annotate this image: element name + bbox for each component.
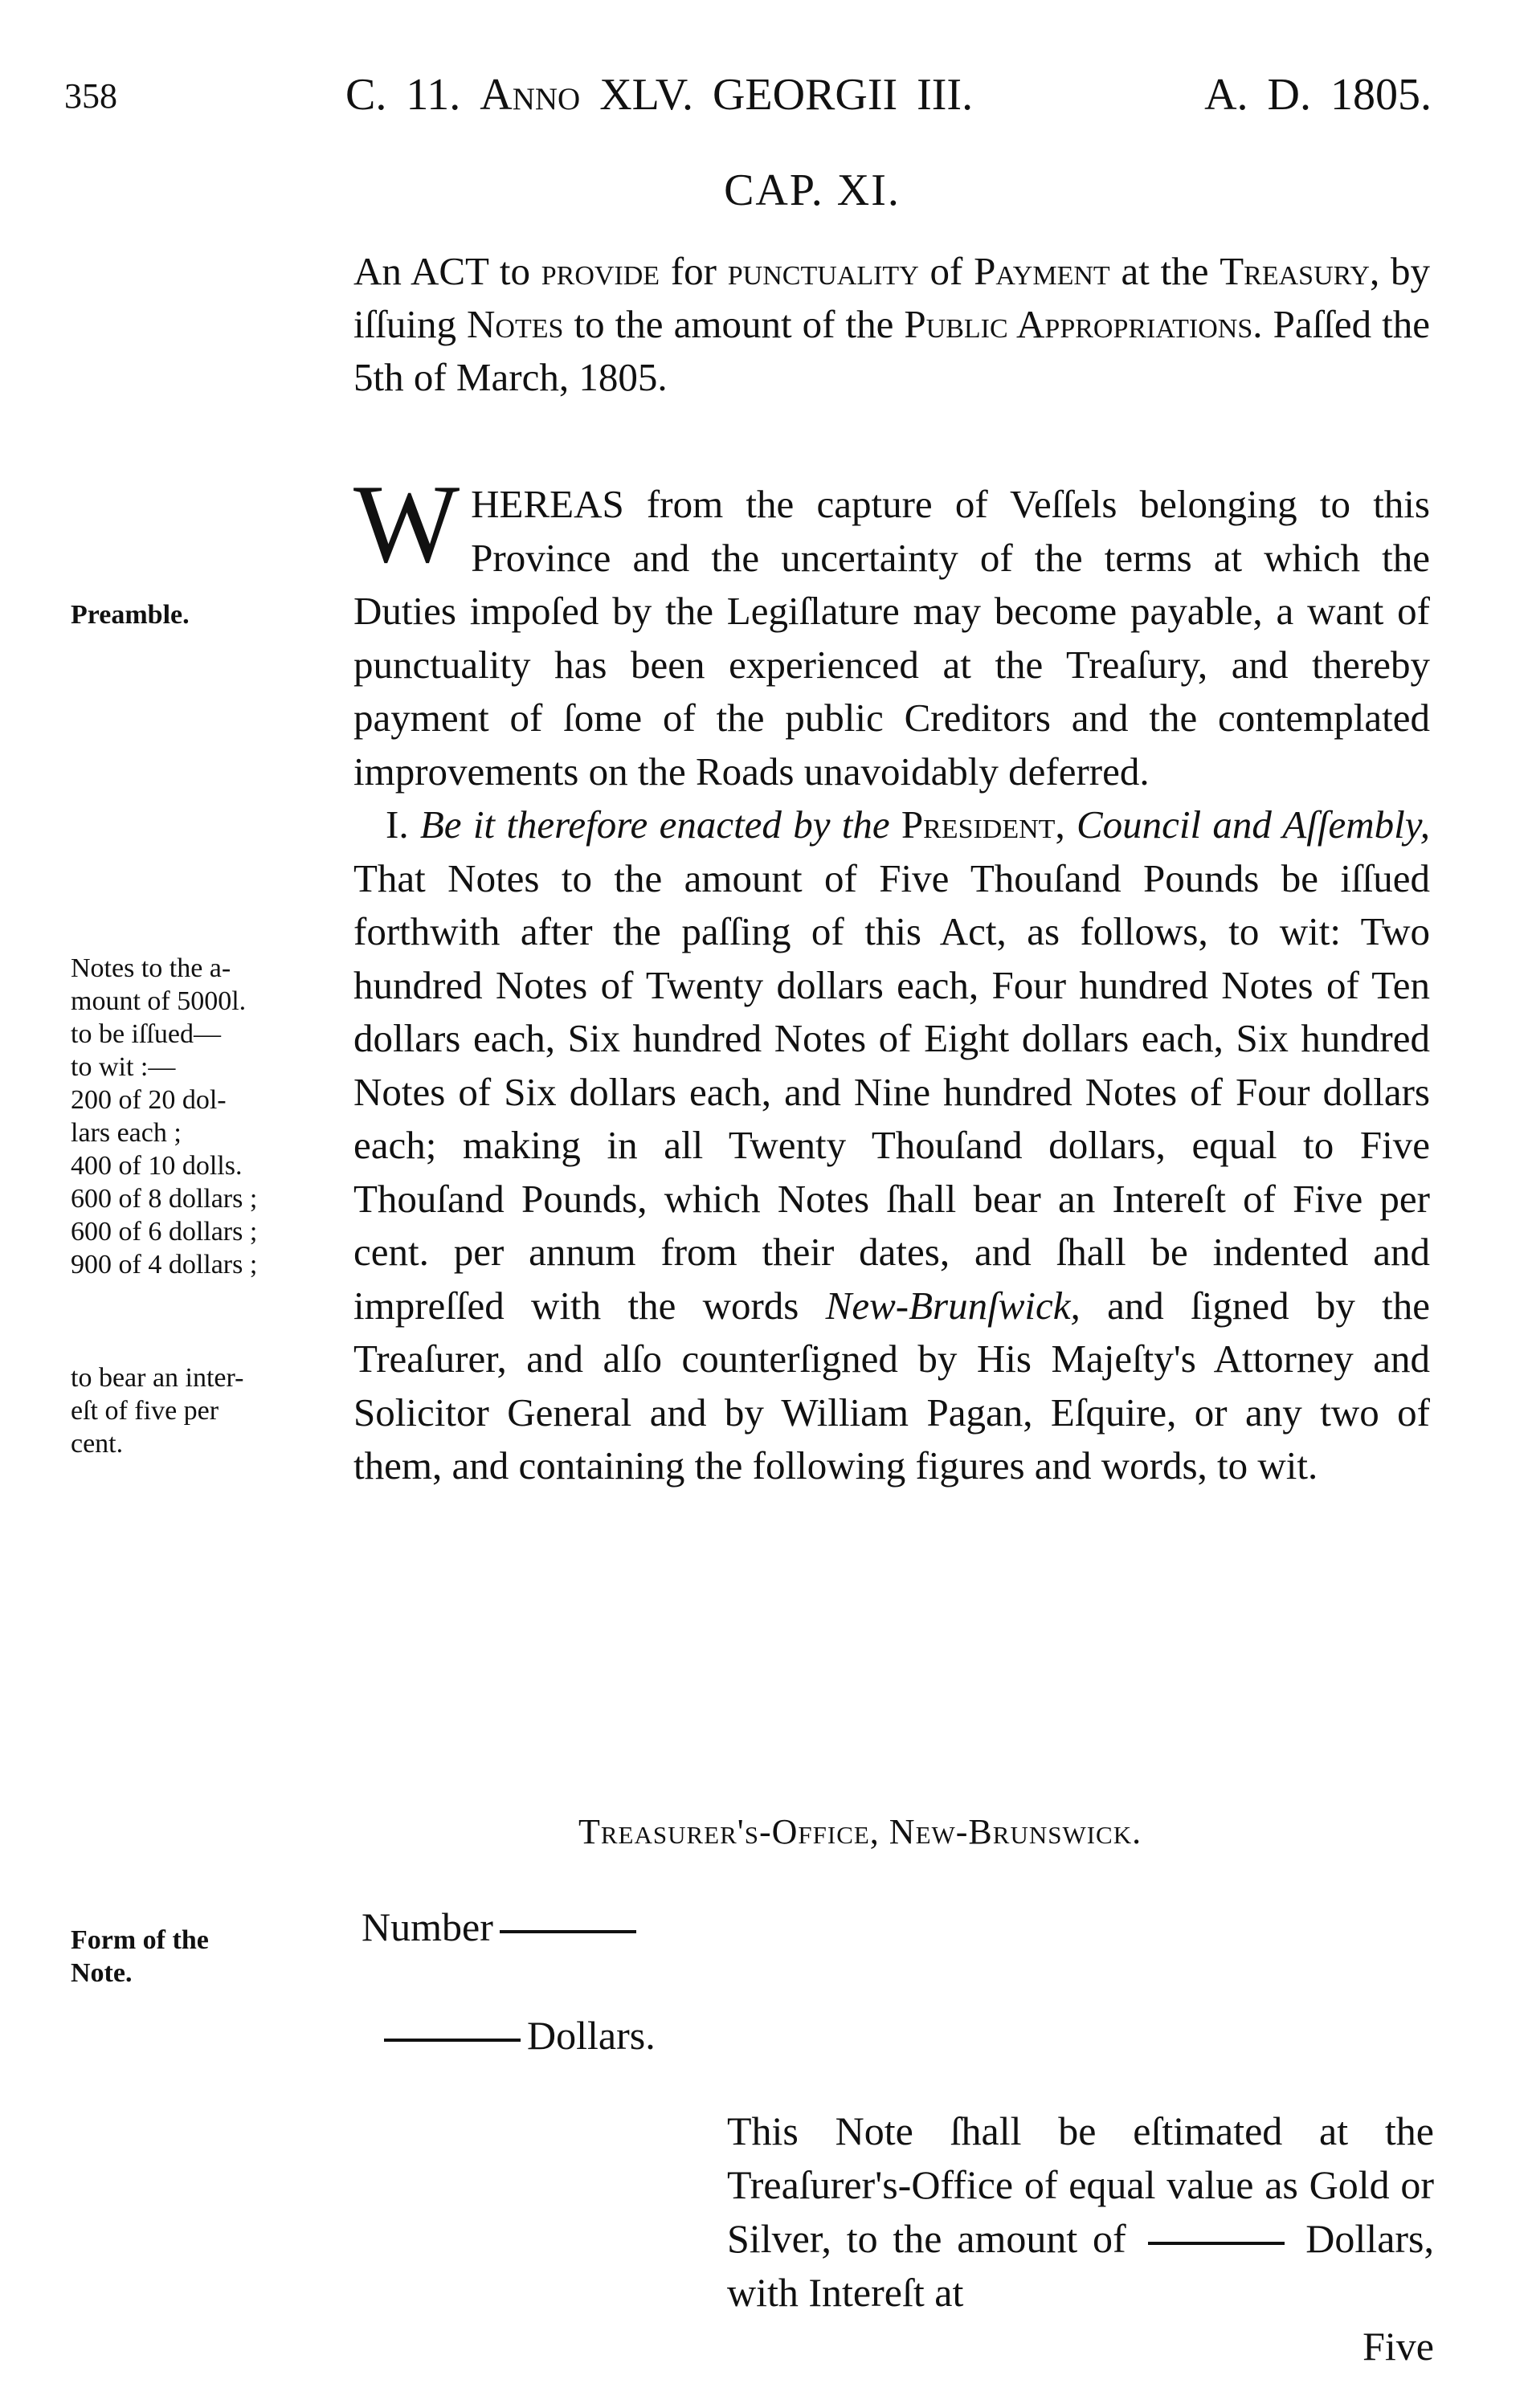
enacting-formula: Be it therefore enacted by the (419, 802, 890, 847)
marginal-note-interest (71, 1361, 328, 1460)
president-smallcaps: President (901, 802, 1056, 847)
marginal-note-form (71, 1924, 328, 1990)
act-title-smallcaps: Payment (974, 249, 1110, 293)
new-brunswick-words: New-Brunſwick, (825, 1283, 1081, 1328)
blank-rule (500, 1930, 636, 1933)
form-number-line (362, 1904, 643, 1950)
marginal-line: 600 of 6 dollars ; (71, 1217, 258, 1247)
act-title-text: An ACT to (353, 249, 541, 293)
marginal-line: 600 of 8 dollars ; (71, 1184, 258, 1214)
marginal-line: Notes to the a- (71, 953, 231, 983)
marginal-line: lars each ; (71, 1118, 182, 1148)
running-head (345, 69, 1464, 120)
note-body (727, 2104, 1434, 2373)
preamble-text: HEREAS from the capture of Veſſels belonging to this Province and the uncertainty of the terms at which the Duties impoſed by the Legiſlature may become payable, a want of punctuality has been experienced at the Treaſury, and thereby payment of ſome of the public Creditors and the contemplated improvements on the Roads unavoidably deferred. (353, 482, 1430, 794)
act-title-text: of (918, 249, 974, 293)
act-title-text: to the amount of the (563, 302, 905, 346)
blank-rule (384, 2039, 521, 2042)
marginal-line: 900 of 4 dollars ; (71, 1250, 258, 1280)
chapter-title: CAP. XI. (724, 165, 901, 215)
marginal-line: eſt of five per (71, 1396, 219, 1426)
marginal-line: to bear an inter- (71, 1363, 244, 1393)
enactment-paragraph: I. Be it therefore enacted by the President, Council and Aſſembly, That Notes to the amount of Five Thouſand Pounds be iſſued forthwith after the paſſing of this Act, as follows, to wit: Two hundred Notes of Twenty dollars each, Four hundred Notes of Ten dollars each, Six hundred Notes of Eight dollars each, Six hundred Notes of Six dollars each, and Nine hundred Notes of Four dollars each; making in all Twenty Thouſand dollars, equal to Five Thouſand Pounds, which Notes ſhall bear an Intereſt of Five per cent. per annum from their dates, and ſhall be indented and impreſſed with the words New-Brunſwick, and ſigned by the Treaſurer, and alſo counterſigned by His Majeſty's Attorney and Solicitor General and by William Pagan, Eſquire, or any two of them, and containing the following figures and words, to wit. (353, 802, 1431, 1488)
marginal-line: Note. (71, 1958, 133, 1988)
note-catchword: Five (1363, 2324, 1434, 2369)
act-title-text: for (660, 249, 728, 293)
blank-rule (1148, 2242, 1285, 2245)
marginal-line: to wit :— (71, 1052, 176, 1082)
act-title-text: at the (1109, 249, 1220, 293)
number-label: Number (362, 1904, 493, 1949)
act-title-text: , by iſſuing (353, 249, 1431, 346)
act-title-smallcaps: Notes (467, 302, 564, 346)
dollars-label: Dollars. (527, 2013, 656, 2058)
act-title-smallcaps: Public Appropriations (904, 302, 1253, 346)
preamble-paragraph (353, 462, 1430, 798)
marginal-line: to be iſſued— (71, 1019, 221, 1049)
enactment-text-2: and ſigned by the Treaſurer, and alſo counterſigned by His Majeſty's Attorney and Solicitor General and by William Pagan, Eſquire, or any two of them, and containing the following figures and words, to wit. (353, 1283, 1431, 1488)
header-date: A. D. 1805. (1204, 70, 1432, 120)
section-number: I. (386, 802, 409, 847)
marginal-line: 200 of 20 dol- (71, 1085, 227, 1115)
act-title-smallcaps: punctuality (727, 249, 919, 293)
note-dollars: Dollars, with Intereſt at (727, 2216, 1434, 2315)
enactment-text: That Notes to the amount of Five Thouſand Pounds be iſſued forthwith after the paſſing of this Act, as follows, to wit: Two hundred Notes of Twenty dollars each, Four hundred Notes of Ten dollars each, Six hundred Notes of Eight dollars each, Six hundred Notes of Six dollars each, and Nine hundred Notes of Four dollars each; making in all Twenty Thouſand dollars, equal to Five Thouſand Pounds, which Notes ſhall bear an Intereſt of Five per cent. per annum from their dates, and ſhall be indented and impreſſed with the words (353, 855, 1430, 1328)
body-text (353, 462, 1431, 1493)
act-title (353, 245, 1430, 404)
act-title-smallcaps: Treasury (1220, 249, 1370, 293)
marginal-line: mount of 5000l. (71, 986, 247, 1016)
marginal-note-preamble: Preamble. (71, 600, 190, 630)
act-title-smallcaps: provide (541, 249, 660, 293)
page-header (64, 69, 1464, 133)
note-text: This Note ſhall be eſtimated at the Treaſurer's-Office of equal value as Gold or Silver, to the amount of (727, 2108, 1434, 2261)
form-dollars-line (378, 2012, 656, 2059)
regnal-year: Anno XLV. GEORGII III. (480, 70, 974, 120)
council-assembly: Council and Aſſembly, (1076, 802, 1431, 847)
chapter-ref: C. 11. (345, 70, 461, 120)
page-number: 358 (64, 76, 117, 116)
drop-cap: W (353, 462, 460, 586)
marginal-line: Form of the (71, 1925, 209, 1955)
treasurer-office-heading: Treasurer's-Office, New-Brunswick. (578, 1812, 1142, 1851)
marginal-line: cent. (71, 1429, 124, 1459)
marginal-line: 400 of 10 dolls. (71, 1151, 243, 1181)
act-title-text: . Paſſed the 5th of March, 1805. (353, 302, 1430, 399)
marginal-note-notes (71, 952, 328, 1281)
